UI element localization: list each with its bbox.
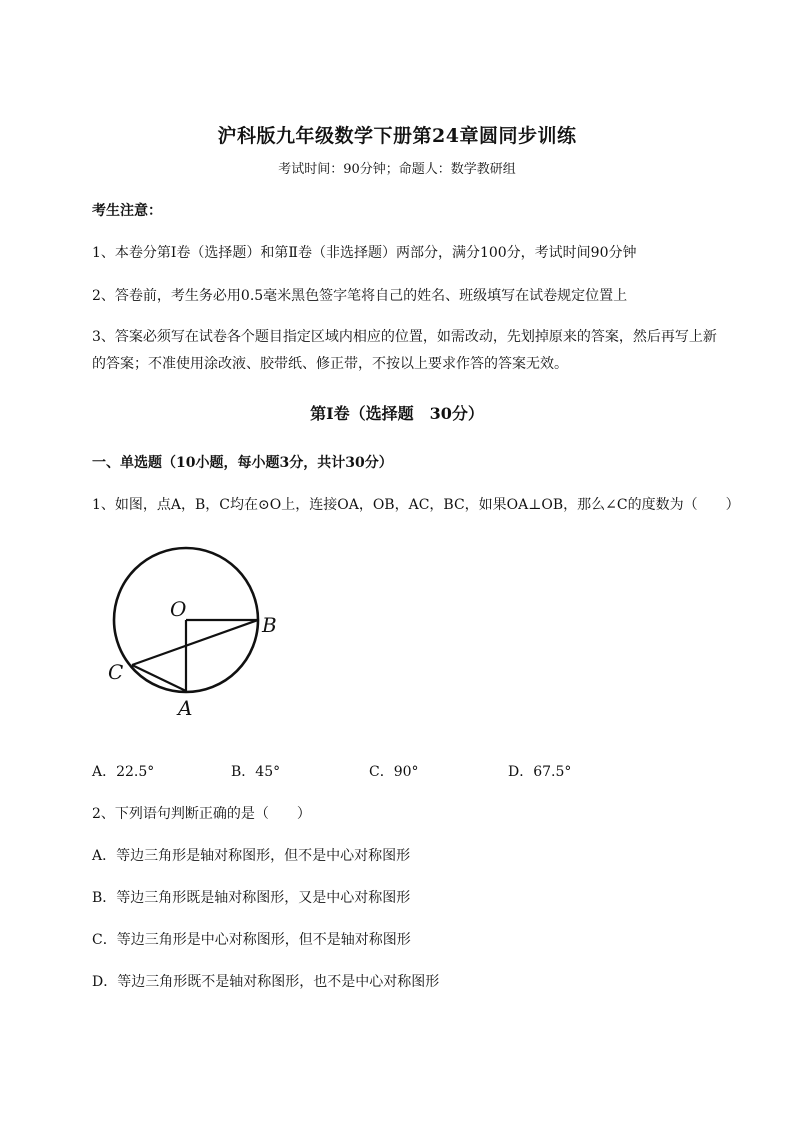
question-1-option-a[interactable]: A．22.5° [92, 764, 155, 780]
question-1-stem: 1、如图，点A，B，C均在⊙O上，连接OA，OB，AC，BC，如果OA⊥OB，那么∠C的度数为（ ） [92, 497, 740, 513]
question-2-option-d[interactable]: D．等边三角形既不是轴对称图形，也不是中心对称图形 [92, 974, 440, 990]
label-o: O [170, 597, 187, 621]
notice-item: 1、本卷分第I卷（选择题）和第Ⅱ卷（非选择题）两部分，满分100分，考试时间90分钟 [92, 245, 637, 261]
label-a: A [178, 696, 193, 720]
circle-geometry-figure [100, 540, 300, 725]
question-2-option-c[interactable]: C．等边三角形是中心对称图形，但不是轴对称图形 [92, 932, 411, 948]
question-1-option-b[interactable]: B．45° [231, 764, 281, 780]
question-1-option-d[interactable]: D．67.5° [508, 764, 572, 780]
question-2-option-a[interactable]: A．等边三角形是轴对称图形，但不是中心对称图形 [92, 848, 411, 864]
page-title: 沪科版九年级数学下册第24章圆同步训练 [217, 125, 577, 147]
exam-info: 考试时间：90分钟；命题人：数学教研组 [278, 162, 516, 177]
label-c: C [108, 660, 124, 684]
question-2-option-b[interactable]: B．等边三角形既是轴对称图形，又是中心对称图形 [92, 890, 411, 906]
section-heading: 一、单选题（10小题，每小题3分，共计30分） [92, 455, 393, 471]
question-2-stem: 2、下列语句判断正确的是（ ） [92, 806, 311, 822]
segment-cb [132, 620, 258, 665]
question-1-option-c[interactable]: C．90° [369, 764, 419, 780]
notice-item: 3、答案必须写在试卷各个题目指定区域内相应的位置，如需改动，先划掉原来的答案，然后再写上新 [92, 329, 717, 345]
notice-item: 2、答卷前，考生务必用0.5毫米黑色签字笔将自己的姓名、班级填写在试卷规定位置上 [92, 288, 628, 304]
notice-item-continued: 的答案；不准使用涂改液、胶带纸、修正带，不按以上要求作答的答案无效。 [92, 356, 568, 372]
part-title: 第I卷（选择题 30分） [310, 404, 484, 423]
notice-heading: 考生注意： [92, 203, 162, 219]
label-b: B [262, 613, 277, 637]
